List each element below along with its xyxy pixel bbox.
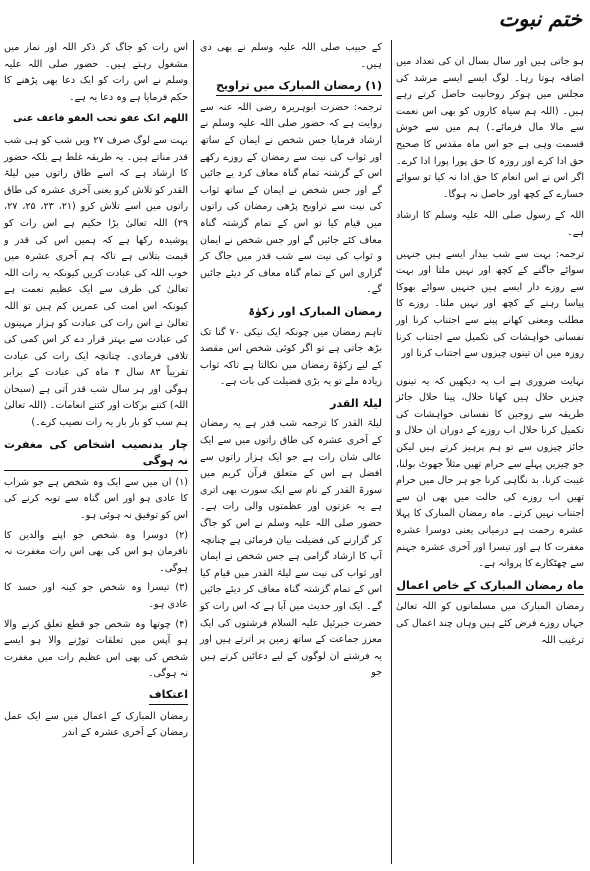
paragraph: تاہم رمضان میں چونکہ ایک نیکی ۷۰ گنا تک بڑھ جاتی ہے تو اگر کوئی شخص اس مقصد کے لیے زکوٰۃ رمضان میں نکالتا ہے تاکہ ثواب زیادہ ملے تو یہ بڑی فضیلت کی بات ہے۔ [200,326,382,388]
column-left [4,40,188,747]
masthead-logo [472,6,582,46]
list-item: (۳) تیسرا وہ شخص جو کینہ اور حسد کا عادی ہو۔ [4,582,188,610]
paragraph: اللہ کے رسول صلی اللہ علیہ وسلم کا ارشاد ہے۔ [396,210,584,238]
list-item: (۲) دوسرا وہ شخص جو اپنے والدین کا نافرمان ہو اس کی بھی اس رات مغفرت نہ ہوگی۔ [4,529,188,574]
paragraph: ہو جاتی ہیں اور سال بسال ان کی تعداد میں اضافہ ہوتا رہا۔ لوگ ایسے ایسے مرشد کی مجلس میں ہوکر روحانیت حاصل کرتے رہے ہیں۔ (اللہ ہم سیاہ کاروں کو بھی اس نعمت سے مالا مال فرمائے۔) ہم میں سے خوش قسمت وہی ہے جو اس ماہ مقدس کا صحیح حق ادا کرے اور روزہ کا حق پورا پورا ادا کرے۔ اگر اس نے اس انعام کا حق ادا نہ کیا تو سوائے خسارے کے کچھ اور حاصل نہ ہوگا۔ [396,56,584,200]
section-heading-text: لیلۃ القدر [330,396,382,410]
list-item: (۴) چوتھا وہ شخص جو قطع تعلق کرنے والا ہو آپس میں تعلقات توڑنے والا ہو ایسے شخص کی بھی اس عظیم رات میں مغفرت نہ ہوگی۔ [4,618,188,680]
section-heading-text: (۱) رمضان المبارک میں تراویح [216,78,382,96]
paragraph: رمضان المبارک کے اعمال میں سے ایک عمل رمضان کے آخری عشرہ کے اندر [4,710,188,739]
section-heading-text: اعتکاف [149,687,188,705]
section-heading-text: رمضان المبارک اور زکوٰۃ [248,304,382,318]
column-divider [391,40,392,864]
dua-text: اللھم انک عفو تحب العفو فاعف عنی [13,113,188,125]
paragraph: نہایت ضروری ہے اب یہ دیکھیں کہ یہ تینوں چیزیں حلال ہیں کھانا حلال، پینا حلال جائز طریقہ سے زوجین کا نفسانی خواہشات کی تکمیل کرنا حلال اب روزے کے دوران ان حلال و جائز چیزوں سے تو ہم پرہیز کرتے ہیں لیکن جو چیزیں پہلے سے حرام تھیں مثلاً جھوٹ بولنا، غیبت کرنا، بد نگاہی کرنا جو ہر حال میں حرام تھیں اب روزے کی حالت میں بھی ان سے اجتناب نہیں کرتے۔ ماہ رمضان المبارک کا پہلا عشرہ رحمت ہے درمیانی یعنی دوسرا عشرہ مغفرت کا ہے اور تیسرا اور آخری عشرہ جہنم سے چھٹکارے کا پروانہ ہے۔ [396,375,584,570]
paragraph: کے حبیب صلی اللہ علیہ وسلم نے بھی دی ہیں۔ [200,42,382,70]
list-item: (۱) ان میں سے ایک وہ شخص ہے جو شراب کا عادی ہو اور اس گناہ سے توبہ کرنے کی اس کو توفیق نہ ہوئی ہو۔ [4,476,188,522]
section-heading-text: ماہ رمضان المبارک کے خاص اعمال [396,578,584,596]
paragraph: رمضان المبارک میں مسلمانوں کو اللہ تعالیٰ جہاں روزے فرض کئے ہیں وہاں چند اعمال کی ترغیب اللہ [396,601,584,646]
section-heading [396,578,584,596]
section-heading [200,304,382,321]
paragraph: لیلۃ القدر کا ترجمہ شب قدر ہے یہ رمضان کے آخری عشرہ کی طاق راتوں میں سے ایک عالی شان رات ہے جو ایک ہزار راتوں سے افضل ہے اس کے متعلق قرآن کریم میں سورۃ القدر کے نام سے ایک سورت بھی اتری ہے یہ عزتوں اور عظمتوں والی رات ہے۔ حضور صلی اللہ علیہ وسلم نے اس کو جاگ کر گزارنے کی فضیلت بیان فرمائی ہے چنانچہ آپ کا ارشاد گرامی ہے جس شخص نے ایمان اور ثواب کی نیت سے لیلۃ القدر میں قیام کیا اس کے تمام گزشتہ گناہ معاف کر دیئے جائیں گے۔ ایک اور حدیث میں آیا ہے کہ اس رات کو حضرت جبرئیل علیہ السلام فرشتوں کی ایک معزز جماعت کے ساتھ زمین پر اترتے ہیں اور یہ فرشتے ان لوگوں کے لیے دعائیں کرتے ہیں جو [200,418,382,679]
column-divider [193,40,194,864]
section-heading-text: چار بدنصیب اشخاص کی مغفرت نہ ہوگی [4,437,188,471]
section-heading [4,437,188,471]
masthead-title: ختم نبوت [498,6,582,31]
unforgiven-list [4,475,188,683]
column-right [396,54,584,654]
section-heading [200,78,382,96]
paragraph: ترجمہ: بہت سے شب بیدار ایسے ہیں جنہیں سوائے جاگنے کے کچھ اور نہیں ملتا اور بہت سے روزے دار ایسے ہیں جنہیں سوائے بھوکا پیاسا رہنے کے کچھ اور نہیں ملتا۔ روزے کا مطلب ومعنی کھانے پینے سے اجتناب کرنا اور نفسانی خواہشات کی تکمیل سے اجتناب کرنا روزہ میں ان تینوں چیزوں سے اجتناب کرنا اور [396,248,584,360]
column-middle [200,40,382,687]
paragraph: ترجمہ: حضرت ابوہریرہ رضی اللہ عنہ سے روایت ہے کہ حضور صلی اللہ علیہ وسلم نے ارشاد فرمایا جس شخص نے ایمان کے ساتھ اور ثواب کی نیت سے رمضان کے روزے رکھے اس کے گزشتہ تمام گناہ معاف کرد یے جائیں گے اور جس شخص نے ایمان کے ساتھ ثواب کی نیت سے تراویح پڑھی رمضان کی راتوں میں قیام کیا تو اس کے تمام گزشتہ گناہ معاف کئے جائیں گے اور جس شخص نے ایمان و ثواب کی نیت سے شب قدر میں جاگ کر گزاری اس کے تمام گناہ معاف کر دیئے جائیں گے۔ [200,101,382,296]
paragraph: اس رات کو جاگ کر ذکر اللہ اور نماز میں مشغول رہتے ہیں۔ حضور صلی اللہ علیہ وسلم نے اس رات کو ایک دعا بھی پڑھنے کا حکم فرمایا ہے وہ دعا یہ ہے۔ [4,42,188,103]
section-heading [200,396,382,413]
section-heading [4,687,188,705]
paragraph: بہت سے لوگ صرف ۲۷ ویں شب کو ہی شب قدر مناتے ہیں۔ یہ طریقہ غلط ہے بلکہ حضور کا ارشاد ہے کہ اسے طاق راتوں میں لیلۃ القدر کو تلاش کرو یعنی آخری عشرہ کی طاق راتوں میں اسے تلاش کرو (۲۱، ۲۳، ۲۵، ۲۷، ۲۹) اللہ تعالیٰ بڑا حکیم ہے اس رات کو پوشیدہ رکھا ہے کہ ہمیں اس کی قدر و قیمت بتلانی ہے تاکہ ہم آخری عشرہ میں خوب اللہ کی عبادت کریں کیونکہ یہ رات اللہ تعالیٰ کی طرف سے ایک عظیم نعمت ہے کیونکہ اس امت کی عمریں کم ہیں تو اللہ تعالیٰ نے اس رات کی عبادت کو ہزار مہینوں کی عبادت سے بہتر قرار دے کر اس کمی کی تلافی فرمادی۔ چنانچہ ایک رات کی عبادت تقریباً ۸۳ سال ۴ ماہ کی عبادت کے برابر ہوگی اور ہر سال شب قدر آتی ہے (سبحان اللہ) کتنے برکات اور کتنے انعامات۔ (اللہ تعالیٰ ہم سب کو بار بار یہ رات نصیب کرے۔) [4,134,189,429]
